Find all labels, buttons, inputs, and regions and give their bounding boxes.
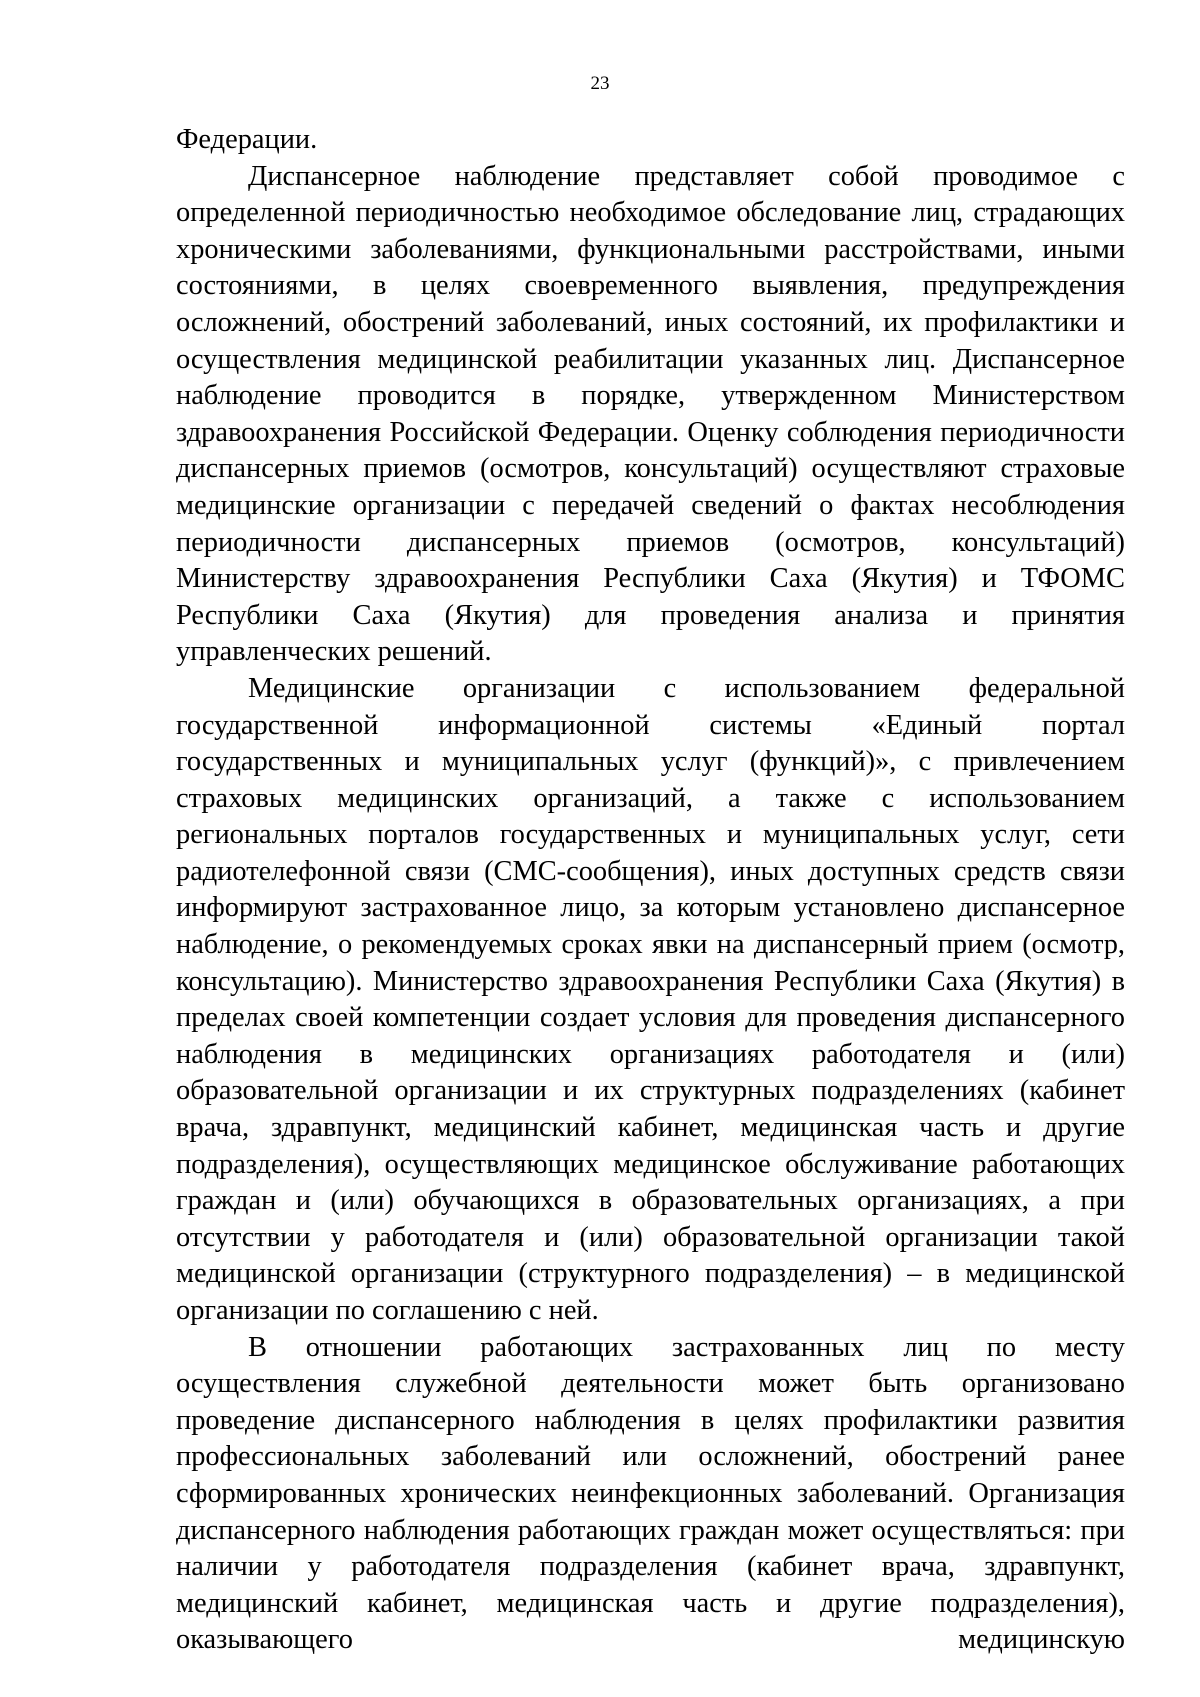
paragraph-dispensary-definition: Диспансерное наблюдение представляет собой проводимое с определенной периодичностью необходимое обследование лиц, страдающих хроническими заболеваниями, функциональными расстройствами, иными состояниями, в целях своевременного выявления, предупреждения осложнений, обострений заболеваний, иных состояний, их профилактики и осуществления медицинской реабилитации указанных лиц. Диспансерное наблюдение проводится в порядке, утвержденном Министерством здравоохранения Российской Федерации. Оценку соблюдения периодичности диспансерных приемов (осмотров, консультаций) осуществляют страховые медицинские организации с передачей сведений о фактах несоблюдения периодичности диспансерных приемов (осмотров, консультаций) Министерству здравоохранения Республики Саха (Якутия) и ТФОМС Республики Саха (Якутия) для проведения анализа и принятия управленческих решений. (176, 160, 1125, 668)
paragraph-continuation: Федерации. (176, 124, 318, 155)
paragraph-informing-insured: Медицинские организации с использованием федеральной государственной информационной системы «Единый портал государственных и муниципальных услуг (функций)», с привлечением страховых медицинских организаций, а также с использованием региональных порталов государственных и муниципальных услуг, сети радиотелефонной связи (СМС-сообщения), иных доступных средств связи информируют застрахованное лицо, за которым установлено диспансерное наблюдение, о рекомендуемых сроках явки на диспансерный прием (осмотр, консультацию). Министерство здравоохранения Республики Саха (Якутия) в пределах своей компетенции создает условия для проведения диспансерного наблюдения в медицинских организациях работодателя и (или) образовательной организации и их структурных подразделениях (кабинет врача, здравпункт, медицинский кабинет, медицинская часть и другие подразделения), осуществляющих медицинское обслуживание работающих граждан и (или) обучающихся в образовательных организациях, а при отсутствии у работодателя и (или) образовательной организации такой медицинской организации (структурного подразделения) – в медицинской организации по соглашению с ней. (176, 672, 1125, 1326)
document-body (176, 122, 1125, 1659)
paragraph-working-insured: В отношении работающих застрахованных лиц по месту осуществления служебной деятельности может быть организовано проведение диспансерного наблюдения в целях профилактики развития профессиональных заболеваний или осложнений, обострений ранее сформированных хронических неинфекционных заболеваний. Организация диспансерного наблюдения работающих граждан может осуществляться: при наличии у работодателя подразделения (кабинет врача, здравпункт, медицинский кабинет, медицинская часть и другие подразделения), оказывающего медицинскую (176, 1331, 1125, 1656)
page-number: 23 (590, 73, 610, 94)
